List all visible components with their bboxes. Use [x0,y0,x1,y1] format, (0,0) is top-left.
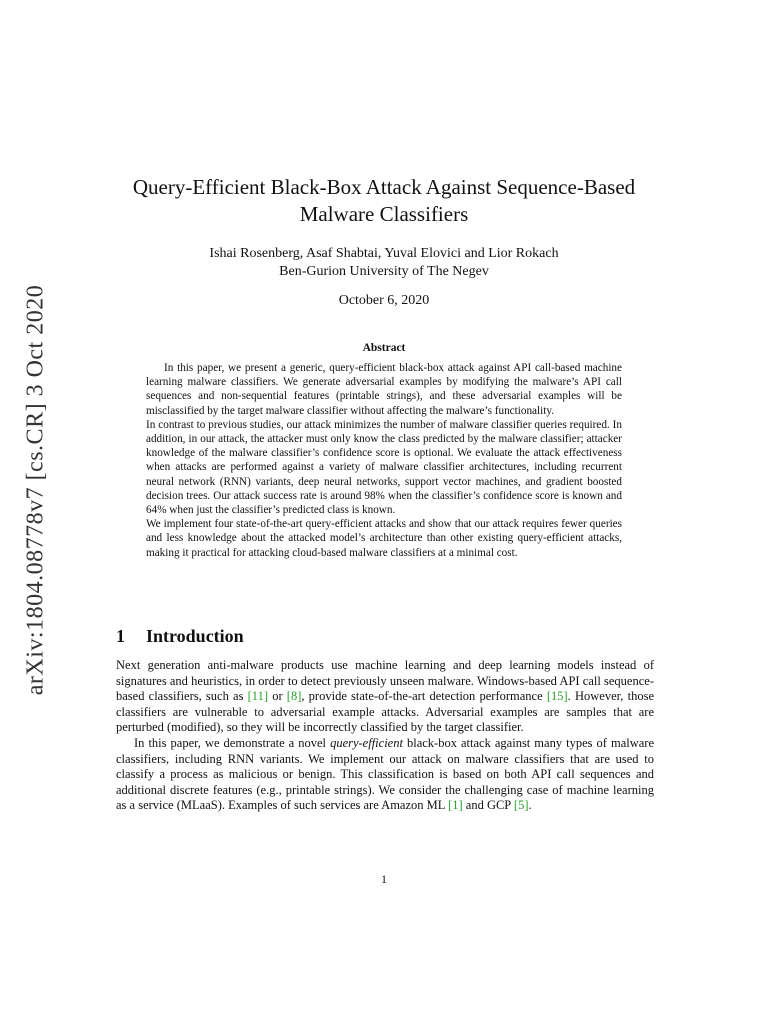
intro-text: or [268,689,287,704]
section-number: 1 [116,626,125,646]
abstract-paragraph: In contrast to previous studies, our attack minimizes the number of malware classifier queries required. In addition, in our attack, the attacker must only know the class predicted by the malware classifier; attacker knowledge of the malware classifier’s confidence score is optional. We evaluate the attack effectiveness when attacks are performed against a variety of malware classifier architectures, including recurrent neural network (RNN) variants, deep neural networks, support vector machines, and gradient boosted decision trees. Our attack success rate is around 98% when the classifier’s confidence score is known and 64% when just the classifier’s predicted class is known. [146,418,622,517]
citation-link[interactable]: [5] [513,798,529,813]
intro-text: . [528,798,532,813]
page-number: 1 [381,872,387,886]
intro-text: Next generation anti-malware products use machine learning and deep learning models instead of signatures and heuristics, in order to detect previously unseen malware. Windows-based API call sequence-based classifiers, such as [116,658,654,704]
title-line-1: Query-Efficient Black-Box Attack Against Sequence-Based [132,175,636,199]
author-block [100,245,668,281]
intro-text: , provide state-of-the-art detection performance [301,689,547,704]
section-title: Introduction [146,626,244,646]
citation-link[interactable]: [15] [546,689,568,704]
title-line-2: Malware Classifiers [299,202,469,226]
abstract-body [146,361,622,560]
citation-link[interactable]: [1] [448,798,463,813]
author-names: Ishai Rosenberg, Asaf Shabtai, Yuval Elovici and Lior Rokach [209,246,559,261]
intro-paragraph-1 [116,658,654,736]
intro-text: In this paper, we demonstrate a novel [134,735,331,750]
author-affiliation: Ben-Gurion University of The Negev [279,264,489,279]
intro-paragraph-2 [116,736,654,814]
introduction-body [116,658,654,814]
paper-title [100,174,668,228]
intro-text: . However, those classifiers are vulnerable to adversarial example attacks. Adversarial examples are samples that are perturbed (modified), so they will be incorrectly classified by the target classifier. [116,689,654,735]
section-heading-introduction [116,626,244,647]
arxiv-identifier-text: arXiv:1804.08778v7 [cs.CR] 3 Oct 2020 [22,284,49,696]
intro-text: black-box attack against many types of malware classifiers, including RNN variants. We implement our attack on malware classifiers that are used to classify a process as malicious or benign. This classification is based on both API call sequences and additional discrete features (e.g., printable strings). We consider the challenging case of machine learning as a service (MLaaS). Examples of such services are Amazon ML [116,735,654,813]
citation-link[interactable]: [8] [286,689,302,704]
publication-date: October 6, 2020 [338,293,430,308]
abstract-paragraph: In this paper, we present a generic, query-efficient black-box attack against API call-based machine learning malware classifiers. We generate adversarial examples by modifying the malware’s API call sequences and non-sequential features (printable strings), and these adversarial examples will be misclassified by the target malware classifier without affecting the malware’s functionality. [146,362,622,417]
abstract-heading: Abstract [362,342,406,354]
intro-text: and GCP [462,798,514,813]
emphasis-text: query-efficient [330,735,403,750]
citation-link[interactable]: [11] [247,689,269,704]
abstract-paragraph: We implement four state-of-the-art query-efficient attacks and show that our attack requires fewer queries and less knowledge about the attacked model’s architecture than other existing query-efficient attacks, making it practical for attacking cloud-based malware classifiers at a minimal cost. [146,518,622,559]
